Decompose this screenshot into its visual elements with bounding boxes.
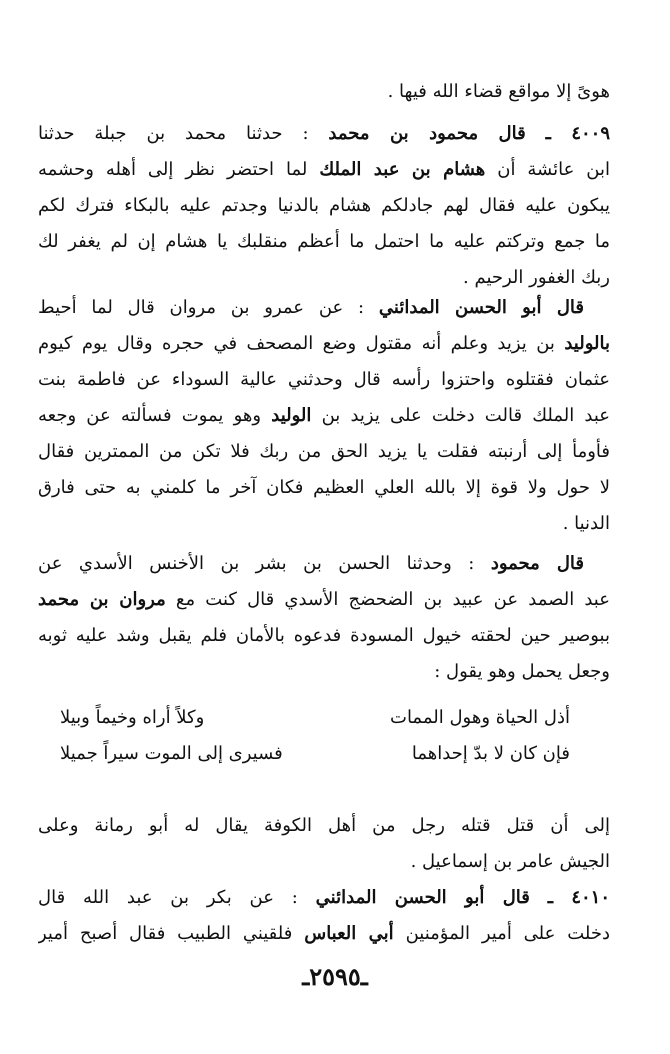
person-name: هشام بن عبد الملك (319, 159, 486, 180)
text-line: عبد الصمد عن عبيد بن الضحضج الأسدي قال كنت مع مروان بن محمد (38, 589, 610, 610)
text-line: الدنيا . (562, 513, 610, 534)
page-number: ـ٢٥٩٥ـ (302, 962, 368, 991)
text-line: عثمان فقتلوه واحتزوا رأسه قال وحدثني عالية السوداء عن فاطمة بنت (38, 369, 610, 390)
person-name: بالوليد (564, 333, 610, 354)
text-line: وجعل يحمل وهو يقول : (434, 661, 610, 682)
text-line: يبكون عليه فقال لهم جادلكم هشام بالدنيا وجدتم عليه بالبكاء فترك لكم (38, 195, 610, 216)
paragraph-4010 (38, 880, 610, 952)
verse-second-half: وكلاً أراه وخيماً وبيلا (60, 707, 205, 728)
text-line: عبد الملك قالت دخلت على يزيد بن الوليد وهو يموت فسألته عن وجعه (38, 405, 610, 426)
verse-first-half: أذل الحياة وهول الممات (390, 707, 570, 728)
text-line: بالوليد بن يزيد وعلم أنه مقتول وضع المصحف في حجره وقال يوم كيوم (38, 333, 610, 354)
text-line: ابن عائشة أن هشام بن عبد الملك لما احتضر نظر إلى أهله وحشمه (38, 159, 610, 180)
paragraph-4009 (38, 116, 610, 296)
person-name: أبي العباس (304, 923, 394, 944)
text-line: ربك الغفور الرحيم . (463, 267, 610, 288)
paragraph-intro (38, 74, 610, 110)
verse-first-half: فإن كان لا بدّ إحداهما (411, 743, 570, 764)
text-line: قال أبو الحسن المدائني : عن عمرو بن مروان قال لما أحيط (38, 297, 584, 318)
text-line: الجيش عامر بن إسماعيل . (410, 851, 610, 872)
text-line: قال محمود : وحدثنا الحسن بن بشر بن الأخنس الأسدي عن (38, 553, 584, 574)
text-line: ٤٠٠٩ ـ قال محمود بن محمد : حدثنا محمد بن جبلة حدثنا (38, 123, 610, 144)
entry-number: ٤٠٠٩ ـ (545, 123, 610, 144)
poem-verses (60, 700, 570, 772)
entry-number: ٤٠١٠ ـ (547, 887, 610, 908)
person-name: مروان بن محمد (38, 589, 166, 610)
paragraph-conclusion (38, 808, 610, 880)
speaker-name: قال أبو الحسن المدائني (315, 887, 530, 908)
verse-line (60, 736, 570, 772)
person-name: الوليد (271, 405, 312, 426)
verse-line (60, 700, 570, 736)
text-line: دخلت على أمير المؤمنين أبي العباس فلقيني الطبيب فقال أصبح أمير (38, 923, 610, 944)
paragraph-mahmoud (38, 546, 610, 690)
text-line: فأومأ إلى أرنبته فقلت يا يزيد الحق من ربك فلا تكن من الممترين فقال (38, 441, 610, 462)
text-line: إلى أن قتل قتله رجل من أهل الكوفة يقال له أبو رمانة وعلى (38, 815, 610, 836)
speaker-name: قال محمود (490, 553, 584, 574)
text-line: ما جمع وتركتم عليه ما احتمل ما أعظم منقلبك يا هشام إن لم يغفر لك (38, 231, 610, 252)
speaker-name: قال محمود بن محمد (328, 123, 526, 144)
text-line: هوىً إلا مواقع قضاء الله فيها . (387, 81, 610, 102)
speaker-name: قال أبو الحسن المدائني (378, 297, 584, 318)
verse-second-half: فسيرى إلى الموت سيراً جميلا (60, 743, 283, 764)
text-line: ببوصير حين لحقته خيول المسودة فدعوه بالأمان فلم يقبل وشد عليه ثوبه (38, 625, 610, 646)
paragraph-madaini-1 (38, 290, 610, 542)
text-line: ٤٠١٠ ـ قال أبو الحسن المدائني : عن بكر بن عبد الله قال (38, 887, 610, 908)
text-line: لا حول ولا قوة إلا بالله العلي العظيم فكان آخر ما كلمني به حتى فارق (38, 477, 610, 498)
